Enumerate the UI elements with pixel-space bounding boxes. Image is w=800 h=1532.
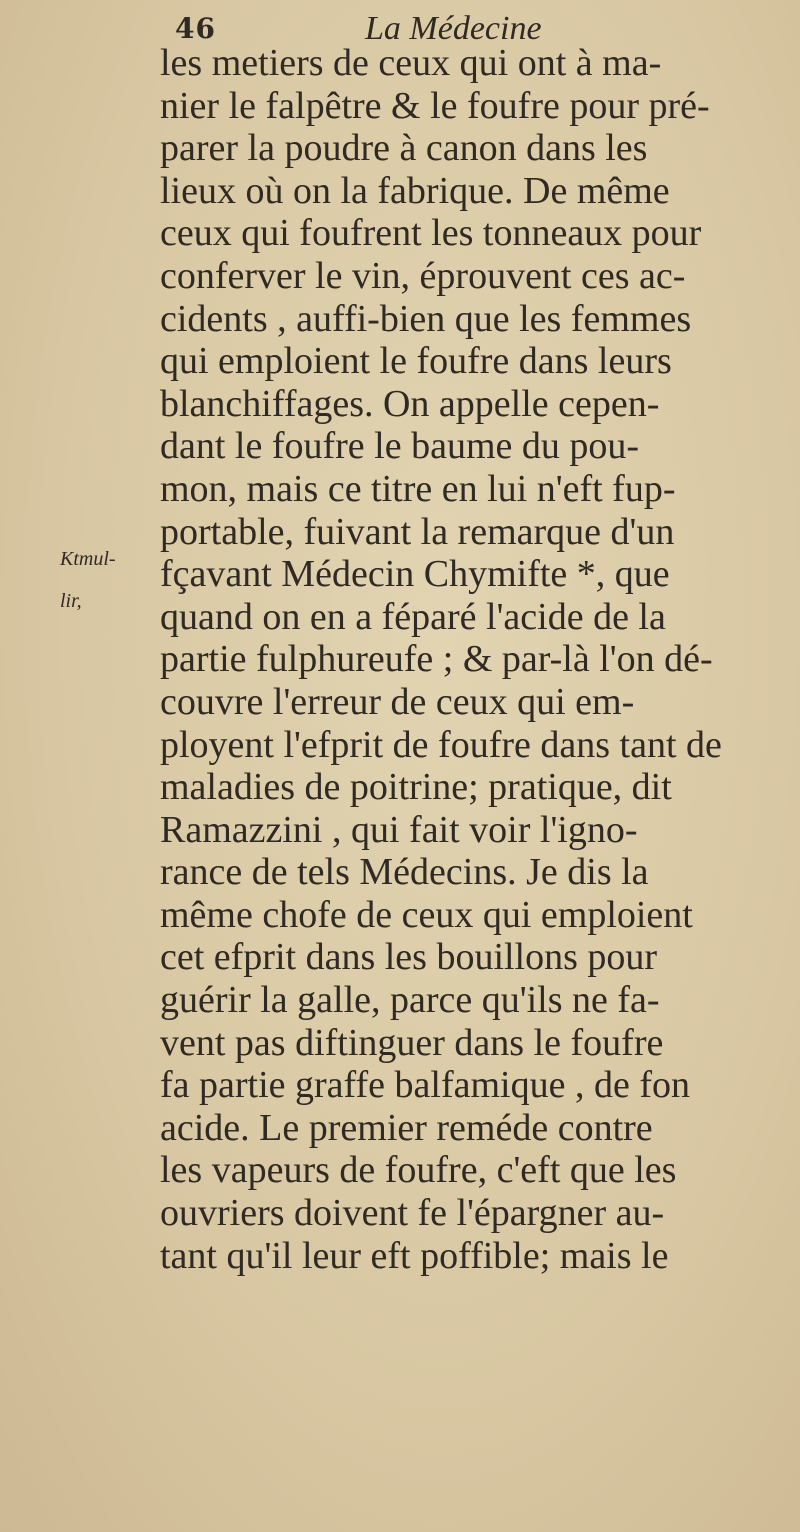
margin-note-line: Ktmul- [60,548,116,570]
margin-note-line: lir, [60,590,82,612]
text-line: cet efprit dans les bouillons pour [160,936,658,979]
text-line: fçavant Médecin Chymifte *, que [160,553,670,596]
text-line: vent pas diftinguer dans le foufre [160,1021,664,1064]
text-line: portable, fuivant la remarque d'un [160,510,675,553]
text-line: ceux qui foufrent les tonneaux pour [160,212,702,255]
text-line: les metiers de ceux qui ont à ma- [160,42,662,84]
text-line: qui emploient le foufre dans leurs [160,340,672,383]
text-line: dant le foufre le baume du pou- [160,425,640,468]
text-line: même chofe de ceux qui emploient [160,893,693,936]
text-line: nier le falpêtre & le foufre pour pré- [160,84,710,127]
text-line: cidents , auffi-bien que les femmes [160,297,692,340]
text-line: couvre l'erreur de ceux qui em- [160,680,635,723]
text-line: ouvriers doivent fe l'épargner au- [160,1192,665,1235]
text-line: tant qu'il leur eft poffible; mais le [160,1234,669,1277]
text-line: conferver le vin, éprouvent ces ac- [160,254,686,297]
text-line: guérir la galle, parce qu'ils ne fa- [160,979,660,1022]
margin-note [60,538,160,622]
text-line: partie fulphureufe ; & par-là l'on dé- [160,638,713,681]
text-line: lieux où on la fabrique. De même [160,169,670,212]
text-line: les vapeurs de foufre, c'eft que les [160,1149,677,1192]
text-line: quand on en a féparé l'acide de la [160,595,666,638]
text-line: Ramazzini , qui fait voir l'igno- [160,808,638,851]
text-line: mon, mais ce titre en lui n'eft fup- [160,467,676,510]
page-number: 46 [175,12,216,45]
text-line: parer la poudre à canon dans les [160,127,648,170]
text-line: acide. Le premier reméde contre [160,1106,653,1149]
text-line: maladies de poitrine; pratique, dit [160,766,672,809]
text-line: ployent l'efprit de foufre dans tant de [160,723,722,766]
text-line: rance de tels Médecins. Je dis la [160,851,649,894]
running-title: La Médecine [365,10,542,47]
text-line: blanchiffages. On appelle cepen- [160,382,660,425]
text-line: fa partie graffe balfamique , de fon [160,1064,690,1107]
body-text [160,42,800,1277]
